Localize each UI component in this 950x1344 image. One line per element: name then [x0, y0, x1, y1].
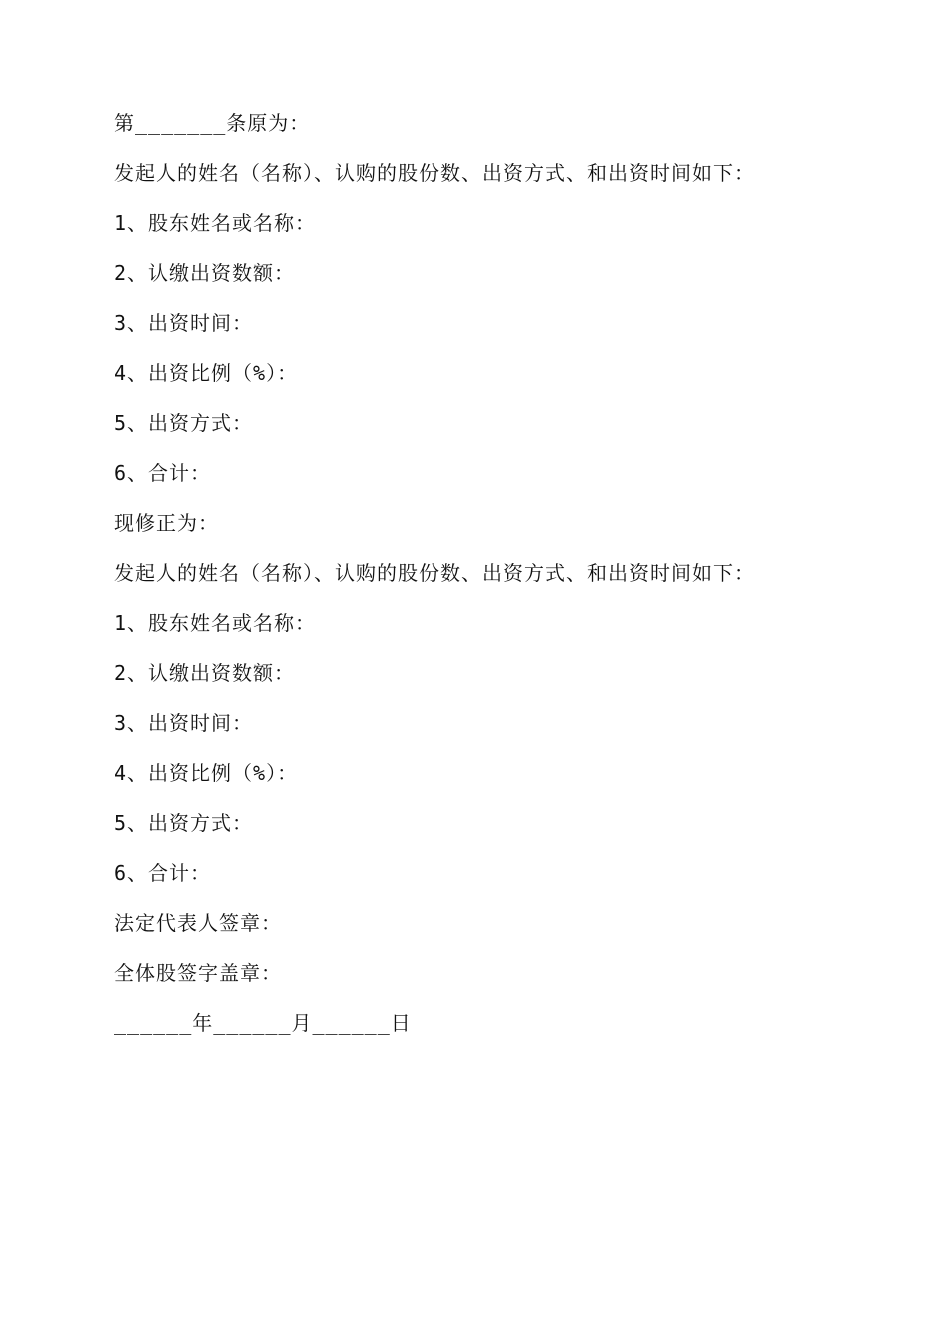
- original-contribution-method: 5、出资方式：: [114, 411, 254, 435]
- amended-subscribed-amount: 2、认缴出资数额：: [114, 661, 296, 685]
- original-subscribed-amount: 2、认缴出资数额：: [114, 261, 296, 285]
- article-original-heading: 第_______条原为：: [114, 111, 311, 135]
- amended-heading: 现修正为：: [114, 511, 219, 535]
- original-contribution-ratio: 4、出资比例（%）：: [114, 361, 299, 385]
- original-shareholder-name: 1、股东姓名或名称：: [114, 211, 317, 235]
- amended-contribution-ratio: 4、出资比例（%）：: [114, 761, 299, 785]
- original-contribution-time: 3、出资时间：: [114, 311, 254, 335]
- legal-representative-signature: 法定代表人签章：: [114, 911, 282, 935]
- date-line: ______年______月______日: [114, 1011, 412, 1035]
- original-intro-text: 发起人的姓名（名称）、认购的股份数、出资方式、和出资时间如下：: [114, 161, 755, 185]
- document-body: [114, 106, 834, 1056]
- amended-total: 6、合计：: [114, 861, 212, 885]
- amended-contribution-time: 3、出资时间：: [114, 711, 254, 735]
- original-total: 6、合计：: [114, 461, 212, 485]
- amended-intro-text: 发起人的姓名（名称）、认购的股份数、出资方式、和出资时间如下：: [114, 561, 755, 585]
- all-shareholders-signature: 全体股签字盖章：: [114, 961, 282, 985]
- amended-contribution-method: 5、出资方式：: [114, 811, 254, 835]
- amended-shareholder-name: 1、股东姓名或名称：: [114, 611, 317, 635]
